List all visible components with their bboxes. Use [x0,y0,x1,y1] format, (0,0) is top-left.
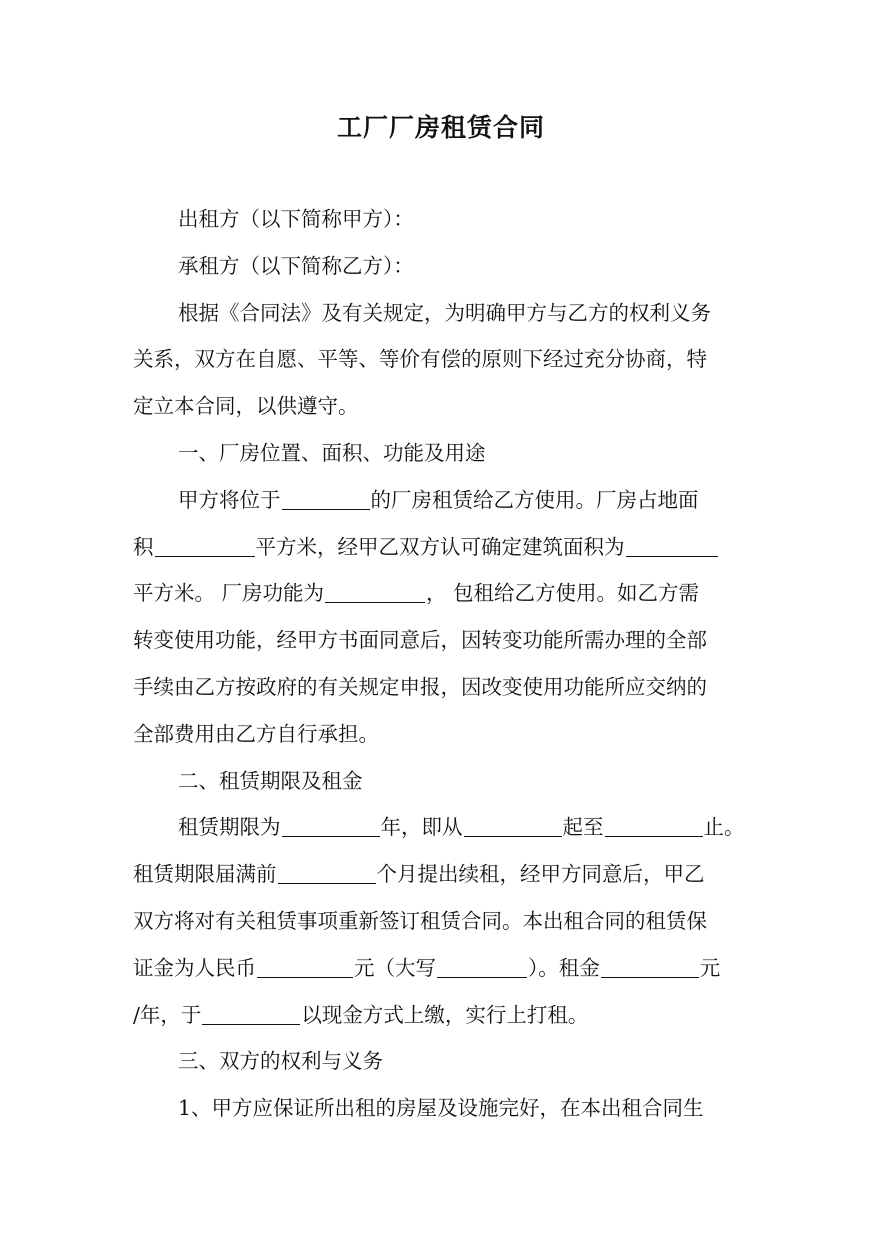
section1-line-1 [133,477,753,524]
text: ）。租金 [528,955,600,980]
preamble-paragraph [133,290,753,430]
section1-paragraph [133,477,753,758]
section2-heading [133,758,753,805]
blank-start-date [464,814,562,837]
blank-land-area [155,534,255,557]
text: 证金为人民币 [133,955,256,980]
lessee-label: 承租方（以下简称乙方）： [178,253,414,278]
text: 租赁期限届满前 [133,862,277,887]
text: 元（大写 [354,955,436,980]
section1-line-3 [88,570,753,617]
text: 租赁期限为 [178,815,281,840]
preamble-text-3: 定立本合同，以供遵守。 [133,394,359,419]
text: 起至 [562,815,604,840]
section2-paragraph [133,804,753,1038]
section1-line-6: 全部费用由乙方自行承担。 [133,721,379,746]
blank-deposit-amount [257,955,353,978]
blank-function [325,580,425,603]
document-body [133,196,753,1132]
preamble-text-2: 关系，双方在自愿、平等、等价有偿的原则下经过充分协商，特 [133,347,707,372]
section3-paragraph [133,1085,753,1132]
text: 元 [699,955,721,980]
text: 平方米，经甲乙双方认可确定建筑面积为 [255,534,625,559]
section3-heading-text: 三、双方的权利与义务 [178,1049,383,1074]
section2-line-2 [88,851,753,898]
blank-deposit-uppercase [437,955,527,978]
section1-heading [133,430,753,477]
section2-line-3: 双方将对有关租赁事项重新签订租赁合同。本出租合同的租赁保 [133,908,707,933]
section3-heading [133,1038,753,1085]
lessee-line [133,243,753,290]
section1-line-5: 手续由乙方按政府的有关规定申报，因改变使用功能所应交纳的 [133,674,707,699]
text: 个月提出续租，经甲方同意后，甲乙 [376,862,705,887]
section2-heading-text: 二、租赁期限及租金 [178,768,363,793]
text: ， 包租给乙方使用。如乙方需 [426,581,700,606]
blank-end-date [605,814,703,837]
section1-line-2 [88,524,753,571]
text: 平方米。 厂房功能为 [133,581,325,606]
blank-term-years [282,814,380,837]
text: 积 [133,534,154,559]
text: 以现金方式上缴，实行上打租。 [301,1002,589,1027]
section2-line-5 [88,992,753,1039]
text: 止。 [703,815,745,840]
section1-line-4: 转变使用功能，经甲方书面同意后，因转变功能所需办理的全部 [133,628,707,653]
section2-line-4 [88,945,753,992]
text: /年，于 [133,1002,202,1027]
lessor-line [133,196,753,243]
lessor-label: 出租方（以下简称甲方）： [178,207,414,231]
section2-line-1 [133,804,753,851]
text: 的厂房租赁给乙方使用。厂房占地面 [370,487,699,512]
blank-renewal-months [278,861,376,884]
blank-location [282,487,370,510]
section3-line-1: 1、甲方应保证所出租的房屋及设施完好，在本出租合同生 [178,1096,704,1121]
document-title: 工厂厂房租赁合同 [336,113,545,142]
text: 年，即从 [380,815,463,840]
text: 甲方将位于 [178,487,281,512]
blank-rent-amount [601,955,699,978]
preamble-text-1: 根据《合同法》及有关规定，为明确甲方与乙方的权利义务 [178,300,711,325]
blank-building-area [626,534,718,557]
section1-heading-text: 一、厂房位置、面积、功能及用途 [178,440,486,465]
blank-payment-date [202,1002,300,1025]
